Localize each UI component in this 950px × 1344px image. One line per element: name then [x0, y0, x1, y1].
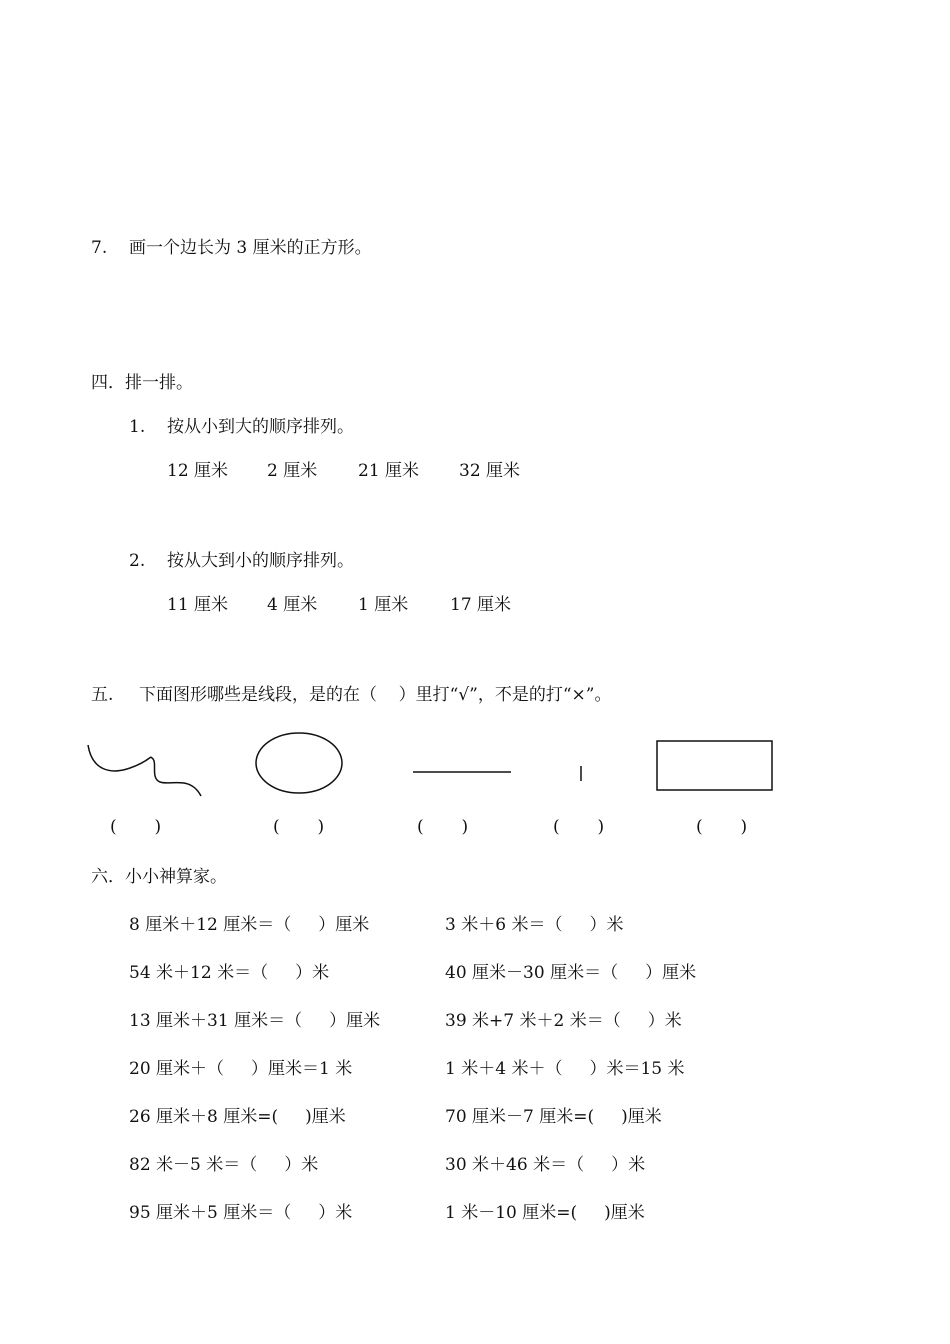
- answer-blank-curve[interactable]: ( ): [110, 817, 162, 837]
- section-5-title: 下面图形哪些是线段，是的在（ ）里打“√”，不是的打“×”。: [139, 685, 612, 705]
- sec6-right-problem: 70 厘米－7 厘米=( )厘米: [445, 1107, 662, 1127]
- answer-blank-ellipse[interactable]: ( ): [273, 817, 325, 837]
- section-4-title: 四．排一排。: [91, 373, 193, 393]
- sec4-item1-value: 2 厘米: [267, 461, 318, 481]
- sec6-left-problem: 82 米－5 米＝（ ）米: [129, 1155, 319, 1175]
- sec4-item2-value: 17 厘米: [450, 595, 512, 615]
- sec6-left-problem: 95 厘米＋5 厘米＝（ ）米: [129, 1203, 353, 1223]
- sec4-item1-value: 32 厘米: [459, 461, 521, 481]
- ellipse-shape: [256, 733, 342, 793]
- sec4-item1-number: 1.: [129, 417, 146, 437]
- sec4-item1-text: 按从小到大的顺序排列。: [167, 417, 354, 437]
- sec6-right-problem: 1 米－10 厘米=( )厘米: [445, 1203, 645, 1223]
- sec6-right-problem: 3 米＋6 米＝（ ）米: [445, 915, 624, 935]
- sec6-right-problem: 30 米＋46 米＝（ ）米: [445, 1155, 646, 1175]
- sec6-right-problem: 40 厘米－30 厘米＝（ ）厘米: [445, 963, 697, 983]
- section-6-title: 六．小小神算家。: [91, 867, 227, 887]
- sec6-right-problem: 39 米+7 米＋2 米＝（ ）米: [445, 1011, 682, 1031]
- sec6-left-problem: 13 厘米＋31 厘米＝（ ）厘米: [129, 1011, 381, 1031]
- sec6-right-problem: 1 米＋4 米＋（ ）米＝15 米: [445, 1059, 685, 1079]
- q7-text: 画一个边长为 3 厘米的正方形。: [129, 238, 372, 258]
- sec4-item2-value: 11 厘米: [167, 595, 229, 615]
- sec4-item2-number: 2.: [129, 551, 146, 571]
- rectangle-shape: [657, 741, 772, 790]
- sec4-item2-value: 1 厘米: [358, 595, 409, 615]
- answer-blank-rectangle[interactable]: ( ): [696, 817, 748, 837]
- sec5-number: 五.: [91, 685, 114, 705]
- sec4-item1-value: 12 厘米: [167, 461, 229, 481]
- sec4-item1-value: 21 厘米: [358, 461, 420, 481]
- sec6-left-problem: 54 米＋12 米＝（ ）米: [129, 963, 330, 983]
- curve-shape: [88, 745, 201, 796]
- sec4-item2-value: 4 厘米: [267, 595, 318, 615]
- sec6-left-problem: 20 厘米＋（ ）厘米＝1 米: [129, 1059, 353, 1079]
- answer-blank-short-segment[interactable]: ( ): [553, 817, 605, 837]
- q7-number: 7.: [91, 238, 108, 258]
- sec6-left-problem: 26 厘米＋8 厘米=( )厘米: [129, 1107, 346, 1127]
- answer-blank-segment[interactable]: ( ): [417, 817, 469, 837]
- sec5-shapes: [80, 730, 800, 805]
- sec6-left-problem: 8 厘米＋12 厘米＝（ ）厘米: [129, 915, 370, 935]
- sec4-item2-text: 按从大到小的顺序排列。: [167, 551, 354, 571]
